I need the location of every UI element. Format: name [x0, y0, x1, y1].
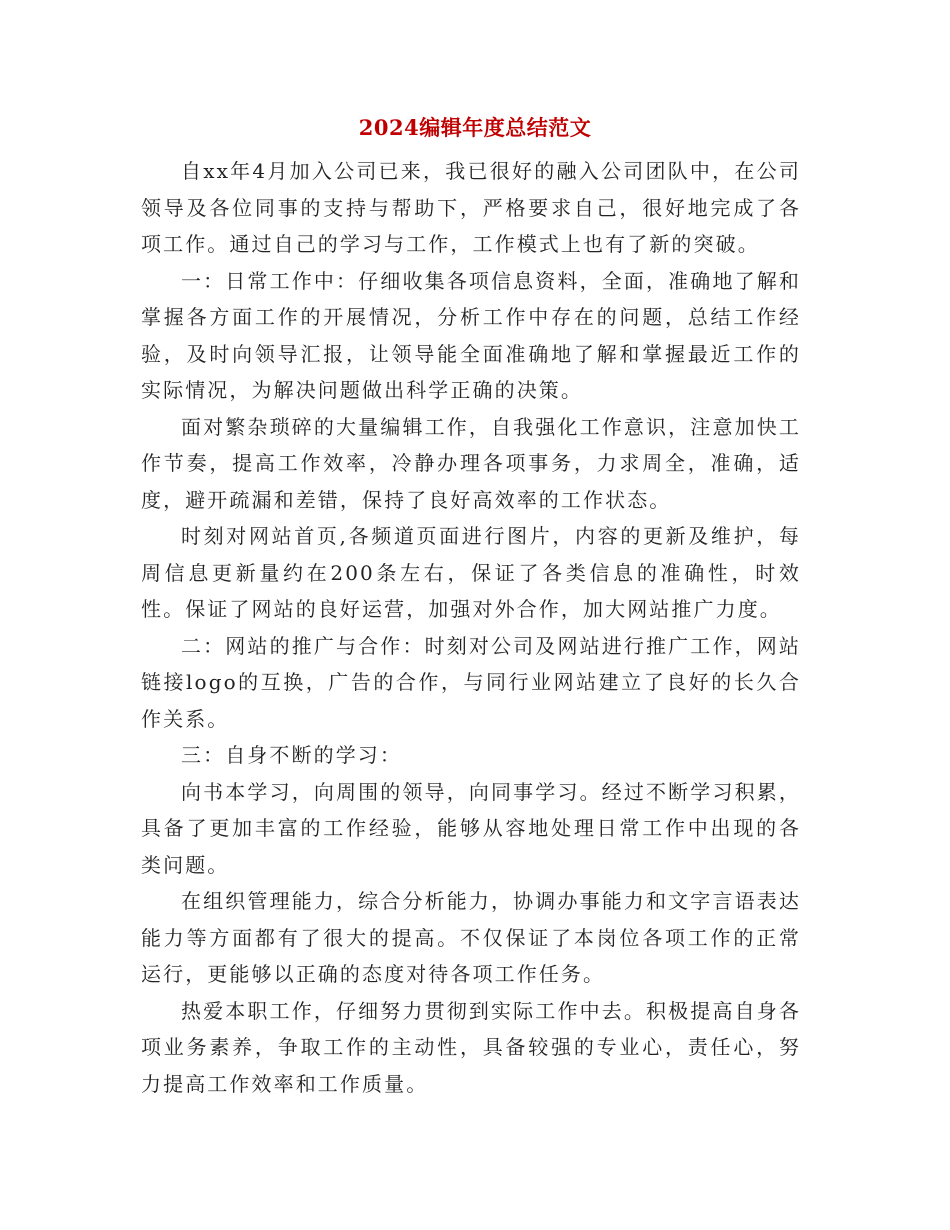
paragraph-intro: 自xx年4月加入公司已来，我已很好的融入公司团队中，在公司领导及各位同事的支持与帮助下，严格要求自己，很好地完成了各项工作。通过自己的学习与工作，工作模式上也有了新的突破。 — [141, 159, 801, 256]
paragraph-promotion: 二：网站的推广与合作：时刻对公司及网站进行推广工作，网站链接logo的互换，广告的合作，与同行业网站建立了良好的长久合作关系。 — [141, 633, 801, 731]
paragraph-editing-work: 面对繁杂琐碎的大量编辑工作，自我强化工作意识，注意加快工作节奏，提高工作效率，冷静办理各项事务，力求周全，准确，适度，避开疏漏和差错，保持了良好高效率的工作状态。 — [141, 414, 801, 512]
document-title: 2024编辑年度总结范文 — [358, 115, 592, 140]
paragraph-learning: 向书本学习，向周围的领导，向同事学习。经过不断学习积累，具备了更加丰富的工作经验，能够从容地处理日常工作中出现的各类问题。 — [141, 779, 801, 877]
paragraph-dedication: 热爱本职工作，仔细努力贯彻到实际工作中去。积极提高自身各项业务素养，争取工作的主动性，具备较强的专业心，责任心，努力提高工作效率和工作质量。 — [141, 998, 801, 1096]
paragraph-website-update: 时刻对网站首页,各频道页面进行图片，内容的更新及维护，每周信息更新量约在200条左右，保证了各类信息的准确性，时效性。保证了网站的良好运营，加强对外合作，加大网站推广力度。 — [141, 524, 801, 621]
paragraph-abilities: 在组织管理能力，综合分析能力，协调办事能力和文字言语表达能力等方面都有了很大的提高。不仅保证了本岗位各项工作的正常运行，更能够以正确的态度对待各项工作任务。 — [141, 889, 801, 986]
paragraph-daily-work: 一：日常工作中：仔细收集各项信息资料，全面，准确地了解和掌握各方面工作的开展情况，分析工作中存在的问题，总结工作经验，及时向领导汇报，让领导能全面准确地了解和掌握最近工作的实际情况，为解决问题做出科学正确的决策。 — [141, 268, 801, 402]
document-body — [141, 153, 801, 1102]
paragraph-learning-heading: 三：自身不断的学习： — [181, 743, 402, 767]
